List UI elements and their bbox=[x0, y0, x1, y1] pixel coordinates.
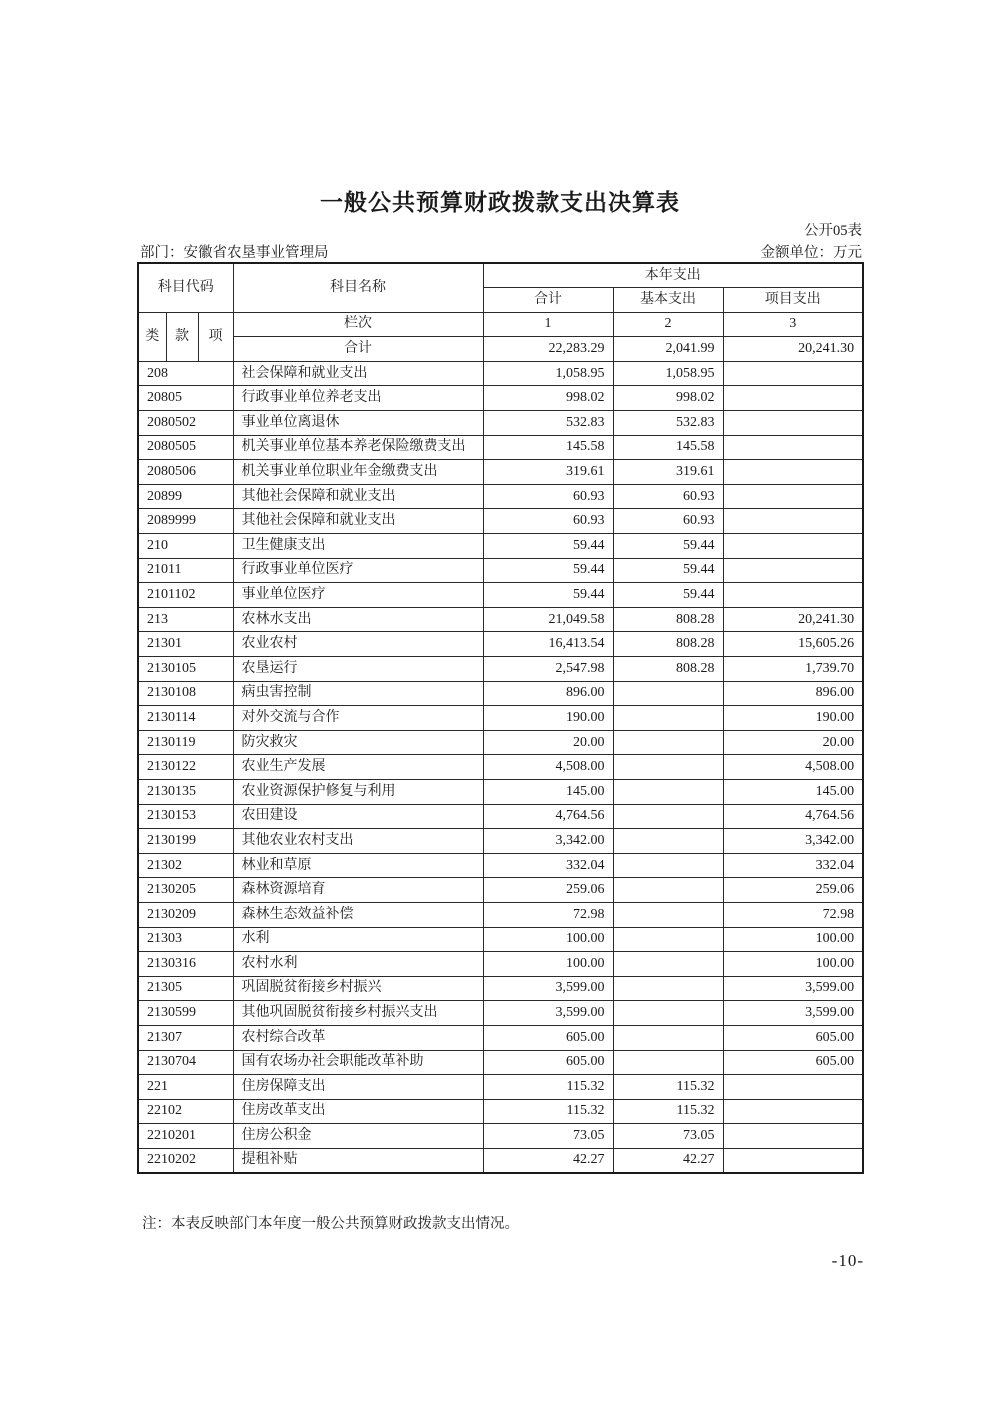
project-cell: 1,739.70 bbox=[723, 657, 863, 682]
table-row bbox=[138, 632, 863, 657]
subject-code-cell: 2130199 bbox=[138, 829, 233, 854]
subject-name-cell: 巩固脱贫衔接乡村振兴 bbox=[233, 976, 483, 1001]
table-row bbox=[138, 927, 863, 952]
total-cell: 3,342.00 bbox=[483, 829, 613, 854]
project-cell: 72.98 bbox=[723, 902, 863, 927]
basic-cell: 532.83 bbox=[613, 411, 723, 436]
subject-name-cell: 农村综合改革 bbox=[233, 1025, 483, 1050]
project-cell bbox=[723, 386, 863, 411]
subject-code-cell: 2130135 bbox=[138, 779, 233, 804]
table-header bbox=[138, 263, 863, 361]
table-row bbox=[138, 853, 863, 878]
total-cell: 532.83 bbox=[483, 411, 613, 436]
subject-name-cell: 行政事业单位医疗 bbox=[233, 558, 483, 583]
table-row bbox=[138, 583, 863, 608]
subject-name-cell: 社会保障和就业支出 bbox=[233, 361, 483, 386]
project-cell: 100.00 bbox=[723, 927, 863, 952]
subject-name-cell: 农田建设 bbox=[233, 804, 483, 829]
project-cell bbox=[723, 583, 863, 608]
total-cell: 115.32 bbox=[483, 1075, 613, 1100]
total-cell: 59.44 bbox=[483, 534, 613, 559]
basic-cell bbox=[613, 878, 723, 903]
table-row bbox=[138, 730, 863, 755]
basic-cell bbox=[613, 976, 723, 1001]
table-row bbox=[138, 779, 863, 804]
subject-name-cell: 森林资源培育 bbox=[233, 878, 483, 903]
subject-code-cell: 20805 bbox=[138, 386, 233, 411]
subject-code-cell: 2130599 bbox=[138, 1001, 233, 1026]
table-row bbox=[138, 607, 863, 632]
table-row bbox=[138, 1050, 863, 1075]
table-row bbox=[138, 952, 863, 977]
table-row bbox=[138, 460, 863, 485]
table-row bbox=[138, 534, 863, 559]
basic-cell bbox=[613, 1001, 723, 1026]
subject-code-cell: 2080505 bbox=[138, 435, 233, 460]
total-cell: 115.32 bbox=[483, 1099, 613, 1124]
project-cell: 259.06 bbox=[723, 878, 863, 903]
subject-code-cell: 2080502 bbox=[138, 411, 233, 436]
basic-cell bbox=[613, 755, 723, 780]
table-row bbox=[138, 361, 863, 386]
table-row bbox=[138, 878, 863, 903]
form-number-label: 公开05表 bbox=[804, 223, 862, 239]
basic-cell: 998.02 bbox=[613, 386, 723, 411]
subject-name-cell: 对外交流与合作 bbox=[233, 706, 483, 731]
subject-code-cell: 21307 bbox=[138, 1025, 233, 1050]
subject-name-cell: 农垦运行 bbox=[233, 657, 483, 682]
table-row bbox=[138, 484, 863, 509]
project-cell: 605.00 bbox=[723, 1025, 863, 1050]
subject-code-cell: 2210202 bbox=[138, 1148, 233, 1173]
subject-code-cell: 21305 bbox=[138, 976, 233, 1001]
basic-cell bbox=[613, 779, 723, 804]
project-cell: 15,605.26 bbox=[723, 632, 863, 657]
project-cell: 3,599.00 bbox=[723, 976, 863, 1001]
total-cell: 59.44 bbox=[483, 583, 613, 608]
footnote: 注：本表反映部门本年度一般公共预算财政拨款支出情况。 bbox=[142, 1216, 519, 1232]
table-row bbox=[138, 386, 863, 411]
table-row bbox=[138, 804, 863, 829]
basic-cell: 115.32 bbox=[613, 1099, 723, 1124]
project-cell: 332.04 bbox=[723, 853, 863, 878]
subject-code-cell: 210 bbox=[138, 534, 233, 559]
subject-code-cell: 22102 bbox=[138, 1099, 233, 1124]
subject-code-cell: 2130108 bbox=[138, 681, 233, 706]
project-cell bbox=[723, 558, 863, 583]
table-body bbox=[138, 361, 863, 1173]
total-cell: 100.00 bbox=[483, 927, 613, 952]
total-cell: 73.05 bbox=[483, 1124, 613, 1149]
table-row bbox=[138, 976, 863, 1001]
header-sub-section: 款 bbox=[166, 312, 198, 361]
project-cell bbox=[723, 361, 863, 386]
header-row-1 bbox=[138, 263, 863, 288]
table-row bbox=[138, 1124, 863, 1149]
column-number-3: 3 bbox=[723, 312, 863, 337]
project-cell bbox=[723, 435, 863, 460]
subject-code-cell: 21301 bbox=[138, 632, 233, 657]
subject-name-cell: 行政事业单位养老支出 bbox=[233, 386, 483, 411]
basic-cell: 73.05 bbox=[613, 1124, 723, 1149]
expenditure-table bbox=[137, 262, 864, 1174]
subject-name-cell: 农村水利 bbox=[233, 952, 483, 977]
header-subject-code: 科目代码 bbox=[138, 263, 233, 312]
basic-cell bbox=[613, 952, 723, 977]
basic-cell: 145.58 bbox=[613, 435, 723, 460]
subject-name-cell: 森林生态效益补偿 bbox=[233, 902, 483, 927]
project-cell: 3,342.00 bbox=[723, 829, 863, 854]
subject-code-cell: 213 bbox=[138, 607, 233, 632]
subject-name-cell: 其他社会保障和就业支出 bbox=[233, 484, 483, 509]
subject-code-cell: 2130105 bbox=[138, 657, 233, 682]
project-cell bbox=[723, 460, 863, 485]
subject-name-cell: 防灾救灾 bbox=[233, 730, 483, 755]
project-cell: 100.00 bbox=[723, 952, 863, 977]
basic-cell: 808.28 bbox=[613, 632, 723, 657]
basic-cell bbox=[613, 1025, 723, 1050]
subject-code-cell: 2080506 bbox=[138, 460, 233, 485]
header-sub-item: 项 bbox=[198, 312, 233, 361]
subject-code-cell: 2130704 bbox=[138, 1050, 233, 1075]
basic-cell: 808.28 bbox=[613, 657, 723, 682]
table-row bbox=[138, 1148, 863, 1173]
subject-code-cell: 2130114 bbox=[138, 706, 233, 731]
project-cell bbox=[723, 1148, 863, 1173]
total-cell: 259.06 bbox=[483, 878, 613, 903]
total-cell: 319.61 bbox=[483, 460, 613, 485]
project-cell: 3,599.00 bbox=[723, 1001, 863, 1026]
subject-code-cell: 2130205 bbox=[138, 878, 233, 903]
header-row-3 bbox=[138, 312, 863, 337]
project-cell bbox=[723, 509, 863, 534]
header-col-basic: 基本支出 bbox=[613, 288, 723, 313]
subject-name-cell: 住房保障支出 bbox=[233, 1075, 483, 1100]
basic-cell bbox=[613, 706, 723, 731]
subject-code-cell: 208 bbox=[138, 361, 233, 386]
subject-name-cell: 农林水支出 bbox=[233, 607, 483, 632]
basic-cell: 1,058.95 bbox=[613, 361, 723, 386]
subject-name-cell: 林业和草原 bbox=[233, 853, 483, 878]
header-sub-class: 类 bbox=[138, 312, 166, 361]
total-cell: 72.98 bbox=[483, 902, 613, 927]
project-cell bbox=[723, 484, 863, 509]
column-number-2: 2 bbox=[613, 312, 723, 337]
meta-row bbox=[140, 241, 862, 262]
subject-name-cell: 住房改革支出 bbox=[233, 1099, 483, 1124]
basic-cell bbox=[613, 1050, 723, 1075]
project-cell: 4,508.00 bbox=[723, 755, 863, 780]
subject-code-cell: 2130119 bbox=[138, 730, 233, 755]
subject-name-cell: 其他巩固脱贫衔接乡村振兴支出 bbox=[233, 1001, 483, 1026]
subject-name-cell: 提租补贴 bbox=[233, 1148, 483, 1173]
header-col-project: 项目支出 bbox=[723, 288, 863, 313]
subject-code-cell: 2089999 bbox=[138, 509, 233, 534]
table-row bbox=[138, 755, 863, 780]
total-cell: 16,413.54 bbox=[483, 632, 613, 657]
department-label: 部门：安徽省农垦事业管理局 bbox=[140, 245, 329, 261]
subject-code-cell: 2101102 bbox=[138, 583, 233, 608]
table-row bbox=[138, 829, 863, 854]
total-cell: 42.27 bbox=[483, 1148, 613, 1173]
total-cell: 60.93 bbox=[483, 509, 613, 534]
basic-cell bbox=[613, 853, 723, 878]
subject-code-cell: 21303 bbox=[138, 927, 233, 952]
subject-name-cell: 机关事业单位职业年金缴费支出 bbox=[233, 460, 483, 485]
basic-cell: 59.44 bbox=[613, 534, 723, 559]
basic-cell bbox=[613, 730, 723, 755]
basic-cell: 115.32 bbox=[613, 1075, 723, 1100]
grand-total-total: 22,283.29 bbox=[483, 337, 613, 362]
subject-name-cell: 农业资源保护修复与利用 bbox=[233, 779, 483, 804]
table-row bbox=[138, 509, 863, 534]
subject-code-cell: 2210201 bbox=[138, 1124, 233, 1149]
subject-code-cell: 21302 bbox=[138, 853, 233, 878]
subject-name-cell: 农业农村 bbox=[233, 632, 483, 657]
table-row bbox=[138, 411, 863, 436]
header-lanci: 栏次 bbox=[233, 312, 483, 337]
total-cell: 60.93 bbox=[483, 484, 613, 509]
total-cell: 1,058.95 bbox=[483, 361, 613, 386]
grand-total-basic: 2,041.99 bbox=[613, 337, 723, 362]
total-cell: 896.00 bbox=[483, 681, 613, 706]
basic-cell: 60.93 bbox=[613, 509, 723, 534]
subject-name-cell: 住房公积金 bbox=[233, 1124, 483, 1149]
subject-code-cell: 2130122 bbox=[138, 755, 233, 780]
project-cell: 4,764.56 bbox=[723, 804, 863, 829]
subject-name-cell: 事业单位医疗 bbox=[233, 583, 483, 608]
subject-name-cell: 病虫害控制 bbox=[233, 681, 483, 706]
header-current-year: 本年支出 bbox=[483, 263, 863, 288]
subject-name-cell: 其他农业农村支出 bbox=[233, 829, 483, 854]
table-row bbox=[138, 706, 863, 731]
total-cell: 59.44 bbox=[483, 558, 613, 583]
subject-name-cell: 卫生健康支出 bbox=[233, 534, 483, 559]
basic-cell: 808.28 bbox=[613, 607, 723, 632]
total-cell: 3,599.00 bbox=[483, 976, 613, 1001]
table-row bbox=[138, 435, 863, 460]
subject-code-cell: 2130316 bbox=[138, 952, 233, 977]
table-row bbox=[138, 1099, 863, 1124]
subject-name-cell: 农业生产发展 bbox=[233, 755, 483, 780]
column-number-1: 1 bbox=[483, 312, 613, 337]
project-cell: 190.00 bbox=[723, 706, 863, 731]
total-cell: 20.00 bbox=[483, 730, 613, 755]
project-cell bbox=[723, 1075, 863, 1100]
subject-name-cell: 机关事业单位基本养老保险缴费支出 bbox=[233, 435, 483, 460]
table-row bbox=[138, 558, 863, 583]
project-cell: 605.00 bbox=[723, 1050, 863, 1075]
total-cell: 100.00 bbox=[483, 952, 613, 977]
total-cell: 4,508.00 bbox=[483, 755, 613, 780]
basic-cell: 42.27 bbox=[613, 1148, 723, 1173]
basic-cell bbox=[613, 902, 723, 927]
project-cell bbox=[723, 534, 863, 559]
project-cell: 896.00 bbox=[723, 681, 863, 706]
page-number: -10- bbox=[831, 1251, 864, 1270]
total-cell: 145.58 bbox=[483, 435, 613, 460]
total-cell: 332.04 bbox=[483, 853, 613, 878]
total-cell: 4,764.56 bbox=[483, 804, 613, 829]
page-title: 一般公共预算财政拨款支出决算表 bbox=[320, 189, 680, 215]
subject-name-cell: 国有农场办社会职能改革补助 bbox=[233, 1050, 483, 1075]
total-cell: 21,049.58 bbox=[483, 607, 613, 632]
project-cell: 145.00 bbox=[723, 779, 863, 804]
project-cell: 20.00 bbox=[723, 730, 863, 755]
project-cell bbox=[723, 411, 863, 436]
basic-cell: 59.44 bbox=[613, 558, 723, 583]
table-row bbox=[138, 681, 863, 706]
basic-cell: 60.93 bbox=[613, 484, 723, 509]
basic-cell bbox=[613, 829, 723, 854]
total-cell: 998.02 bbox=[483, 386, 613, 411]
subject-name-cell: 事业单位离退休 bbox=[233, 411, 483, 436]
subject-code-cell: 2130209 bbox=[138, 902, 233, 927]
table-row bbox=[138, 1075, 863, 1100]
table-row bbox=[138, 657, 863, 682]
project-cell bbox=[723, 1099, 863, 1124]
basic-cell bbox=[613, 804, 723, 829]
total-cell: 190.00 bbox=[483, 706, 613, 731]
total-cell: 605.00 bbox=[483, 1025, 613, 1050]
subject-name-cell: 水利 bbox=[233, 927, 483, 952]
basic-cell: 59.44 bbox=[613, 583, 723, 608]
table-row bbox=[138, 1001, 863, 1026]
total-cell: 145.00 bbox=[483, 779, 613, 804]
header-subject-name: 科目名称 bbox=[233, 263, 483, 312]
grand-total-row bbox=[138, 337, 863, 362]
subject-code-cell: 2130153 bbox=[138, 804, 233, 829]
basic-cell bbox=[613, 927, 723, 952]
grand-total-project: 20,241.30 bbox=[723, 337, 863, 362]
basic-cell bbox=[613, 681, 723, 706]
grand-total-label: 合计 bbox=[233, 337, 483, 362]
basic-cell: 319.61 bbox=[613, 460, 723, 485]
project-cell bbox=[723, 1124, 863, 1149]
total-cell: 2,547.98 bbox=[483, 657, 613, 682]
table-row bbox=[138, 902, 863, 927]
subject-name-cell: 其他社会保障和就业支出 bbox=[233, 509, 483, 534]
subject-code-cell: 20899 bbox=[138, 484, 233, 509]
total-cell: 605.00 bbox=[483, 1050, 613, 1075]
subject-code-cell: 21011 bbox=[138, 558, 233, 583]
total-cell: 3,599.00 bbox=[483, 1001, 613, 1026]
project-cell: 20,241.30 bbox=[723, 607, 863, 632]
amount-unit-label: 金额单位：万元 bbox=[760, 245, 862, 261]
header-col-total: 合计 bbox=[483, 288, 613, 313]
table-row bbox=[138, 1025, 863, 1050]
subject-code-cell: 221 bbox=[138, 1075, 233, 1100]
